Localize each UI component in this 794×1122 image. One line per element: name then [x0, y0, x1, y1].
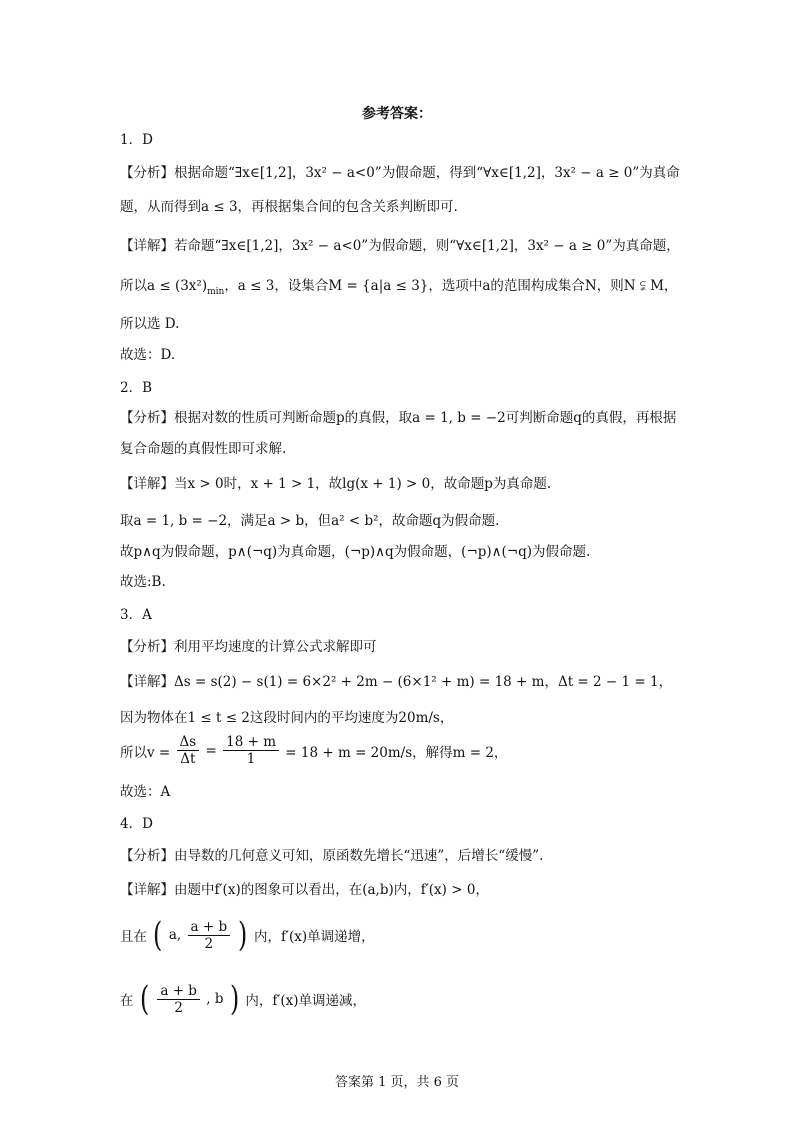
- q3-fraction-ds-dt: [177, 734, 200, 767]
- page-title: 参考答案：: [362, 106, 432, 122]
- q3-frac2-numerator: 18 + m: [223, 734, 279, 751]
- q4-detail-line1: 【详解】由题中f′(x)的图象可以看出，在(a,b)内，f′(x) > 0，: [120, 882, 489, 898]
- q3-velocity-label: 所以v =: [120, 744, 171, 761]
- q4-detail-line3-a: 在: [120, 993, 134, 1009]
- q3-frac1-denominator: Δt: [180, 751, 196, 767]
- q4-fraction-midpoint: [188, 919, 231, 952]
- q3-detail-line2: 因为物体在1 ≤ t ≤ 2这段时间内的平均速度为20m/s，: [120, 710, 454, 726]
- q1-analysis-line1: 【分析】根据命题“∃x∈[1,2]，3x² − a<0”为假命题，得到“∀x∈[1,2]，3x² − a ≥ 0”为真命: [120, 165, 680, 181]
- q4-fraction-midpoint-2: [157, 983, 200, 1016]
- q3-frac2-denominator: 1: [246, 751, 256, 767]
- q2-detail-line2: 取a = 1, b = −2，满足a > b，但a² < b²，故命题q为假命题.: [120, 513, 500, 529]
- q2-analysis-line1: 【分析】根据对数的性质可判断命题p的真假，取a = 1, b = −2可判断命题q的真假，再根据: [120, 410, 677, 426]
- q4-interval-end: , b: [206, 991, 224, 1007]
- q3-fraction-value: [223, 734, 279, 767]
- q4-detail-line2-a: 且在: [120, 929, 147, 945]
- q1-min-subscript: min: [207, 287, 225, 297]
- page-footer: 答案第 1 页，共 6 页: [334, 1075, 460, 1090]
- q4-interval-start: a,: [168, 927, 182, 943]
- q1-detail-line2-a: 所以a ≤ (3x²): [120, 278, 208, 294]
- q3-equals: =: [205, 742, 217, 759]
- q4-detail-line3: [120, 979, 367, 1019]
- left-paren: (: [153, 915, 163, 955]
- q2-answer: 2．B: [120, 380, 153, 396]
- q1-detail-line2-b: ，a ≤ 3，设集合M = {a|a ≤ 3}，选项中a的范围构成集合N，则N ⫋ M，: [224, 278, 678, 294]
- q1-detail-line3: 所以选 D.: [120, 316, 180, 332]
- q1-answer: 1．D: [120, 132, 153, 148]
- right-paren: ): [238, 915, 248, 955]
- q2-conclusion: 故选:B.: [120, 574, 166, 590]
- q1-detail-line1: 【详解】若命题“∃x∈[1,2]，3x² − a<0”为假命题，则“∀x∈[1,2]，3x² − a ≥ 0”为真命题，: [120, 238, 680, 254]
- q3-detail-line3: [120, 734, 507, 767]
- q2-detail-line3: 故p∧q为假命题，p∧(¬q)为真命题，(¬p)∧q为假命题，(¬p)∧(¬q)为假命题.: [120, 544, 591, 560]
- q2-analysis-line2: 复合命题的真假性即可求解.: [120, 441, 287, 457]
- q3-answer: 3．A: [120, 607, 152, 623]
- q4-frac3-numerator: a + b: [157, 983, 200, 1000]
- q3-detail-line1: 【详解】Δs = s(2) − s(1) = 6×2² + 2m − (6×1² + m) = 18 + m，Δt = 2 − 1 = 1，: [120, 674, 673, 690]
- q4-detail-line3-b: 内，f′(x)单调递减，: [245, 993, 367, 1009]
- q4-frac-numerator: a + b: [188, 919, 231, 936]
- q2-detail-line1: 【详解】当x > 0时，x + 1 > 1，故lg(x + 1) > 0，故命题p为真命题.: [120, 476, 552, 492]
- q4-frac3-denominator: 2: [174, 999, 183, 1016]
- q4-frac-denominator: 2: [204, 935, 214, 952]
- right-paren: ): [229, 979, 240, 1019]
- left-paren: (: [139, 979, 150, 1019]
- q3-conclusion: 故选：A: [120, 784, 171, 800]
- q4-analysis: 【分析】由导数的几何意义可知，原函数先增长“迅速”，后增长“缓慢”.: [120, 848, 544, 864]
- q4-answer: 4．D: [120, 816, 153, 832]
- q4-detail-line2: [120, 915, 375, 955]
- q1-detail-line2: [120, 274, 677, 297]
- q1-analysis-line2: 题，从而得到a ≤ 3，再根据集合间的包含关系判断即可.: [120, 199, 458, 215]
- q3-frac1-numerator: Δs: [177, 734, 200, 751]
- q3-analysis: 【分析】利用平均速度的计算公式求解即可: [120, 639, 377, 655]
- q4-detail-line2-b: 内，f′(x)单调递增，: [253, 929, 375, 945]
- q3-detail-line3-rest: = 18 + m = 20m/s，解得m = 2，: [285, 744, 508, 761]
- q1-conclusion: 故选：D.: [120, 347, 176, 363]
